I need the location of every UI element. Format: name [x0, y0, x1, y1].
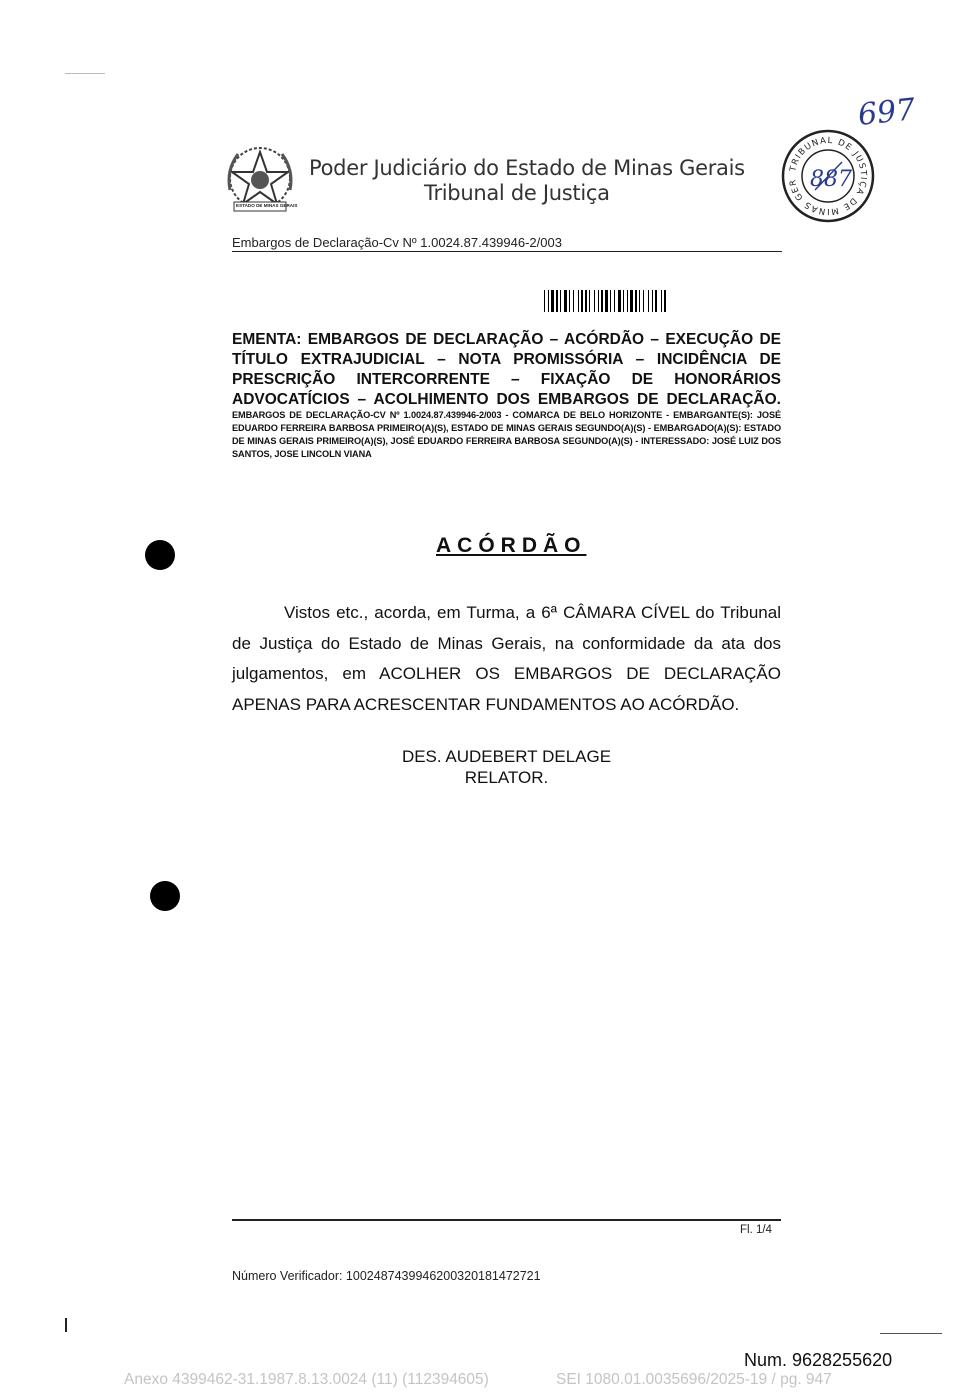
sei-stamp: SEI 1080.01.0035696/2025-19 / pg. 947 [556, 1371, 832, 1388]
document-title: ACÓRDÃO [436, 534, 587, 557]
signer-role: RELATOR. [464, 768, 549, 787]
decision-text: Vistos etc., acorda, em Turma, a 6ª CÂMARA CÍVEL do Tribunal de Justiça do Estado de Minas Gerais, na conformidade da ata dos julgamentos, em ACOLHER OS EMBARGOS DE DECLARAÇÃO APENAS PARA ACRESCENTAR FUNDAMENTOS AO ACÓRDÃO. [232, 603, 781, 714]
ementa-line: ADVOCATÍCIOS – ACOLHIMENTO DOS EMBARGOS DE DECLARAÇÃO. [232, 391, 781, 408]
tribunal-name: Tribunal de Justiça [424, 181, 610, 205]
annex-stamp: Anexo 4399462-31.1987.8.13.0024 (11) (112394605) [124, 1371, 489, 1388]
scan-artifact-line [65, 73, 105, 74]
punch-hole [150, 881, 180, 911]
punch-hole [145, 540, 175, 570]
seal-handwritten-number: 887 [810, 167, 852, 192]
ementa-line: EMENTA: EMBARGOS DE DECLARAÇÃO – ACÓRDÃO – EXECUÇÃO DE [232, 331, 781, 348]
scan-artifact-mark [65, 1318, 67, 1332]
signature-block [232, 746, 781, 788]
ementa-line: TÍTULO EXTRAJUDICIAL – NOTA PROMISSÓRIA – INCIDÊNCIA DE [232, 351, 781, 368]
ementa-line: PRESCRIÇÃO INTERCORRENTE – FIXAÇÃO DE HONORÁRIOS [232, 371, 781, 388]
barcode [544, 290, 780, 312]
case-reference: Embargos de Declaração-Cv Nº 1.0024.87.439946-2/003 [232, 235, 562, 250]
footer-divider [232, 1219, 781, 1221]
seal-text: TRIBUNAL DE JUSTIÇA DE MINAS GER [788, 135, 869, 217]
handwritten-page-number: 697 [856, 92, 917, 133]
page-folio: Fl. 1/4 [740, 1224, 772, 1236]
ementa-block [232, 330, 781, 410]
emblem-text: ESTADO DE MINAS GERAIS [236, 203, 298, 208]
scan-artifact-line [880, 1333, 942, 1334]
document-number-stamp: Num. 9628255620 [744, 1350, 893, 1370]
parties-block: EMBARGOS DE DECLARAÇÃO-CV Nº 1.0024.87.439946-2/003 - COMARCA DE BELO HORIZONTE - EMBARGANTE(S): JOSÉ EDUARDO FERREIRA BARBOSA PRIMEIRO(A)(S), ESTADO DE MINAS GERAIS SEGUNDO(A)(S) - EMBARGADO(A)(S): ESTADO DE MINAS GERAIS PRIMEIRO(A)(S), JOSÉ EDUARDO FERREIRA BARBOSA SEGUNDO(A)(S) - INTERESSADO: JOSÉ LUIZ DOS SANTOS, JOSE LINCOLN VIANA [232, 410, 781, 459]
signer-name: DES. AUDEBERT DELAGE [401, 747, 612, 766]
coat-of-arms-icon [220, 140, 300, 220]
court-name: Poder Judiciário do Estado de Minas Gerais [309, 156, 745, 180]
verifier-number: Número Verificador: 1002487439946200320181472721 [232, 1269, 541, 1283]
header-divider [232, 251, 782, 252]
tribunal-seal-stamp [780, 128, 876, 224]
decision-body [232, 598, 781, 720]
